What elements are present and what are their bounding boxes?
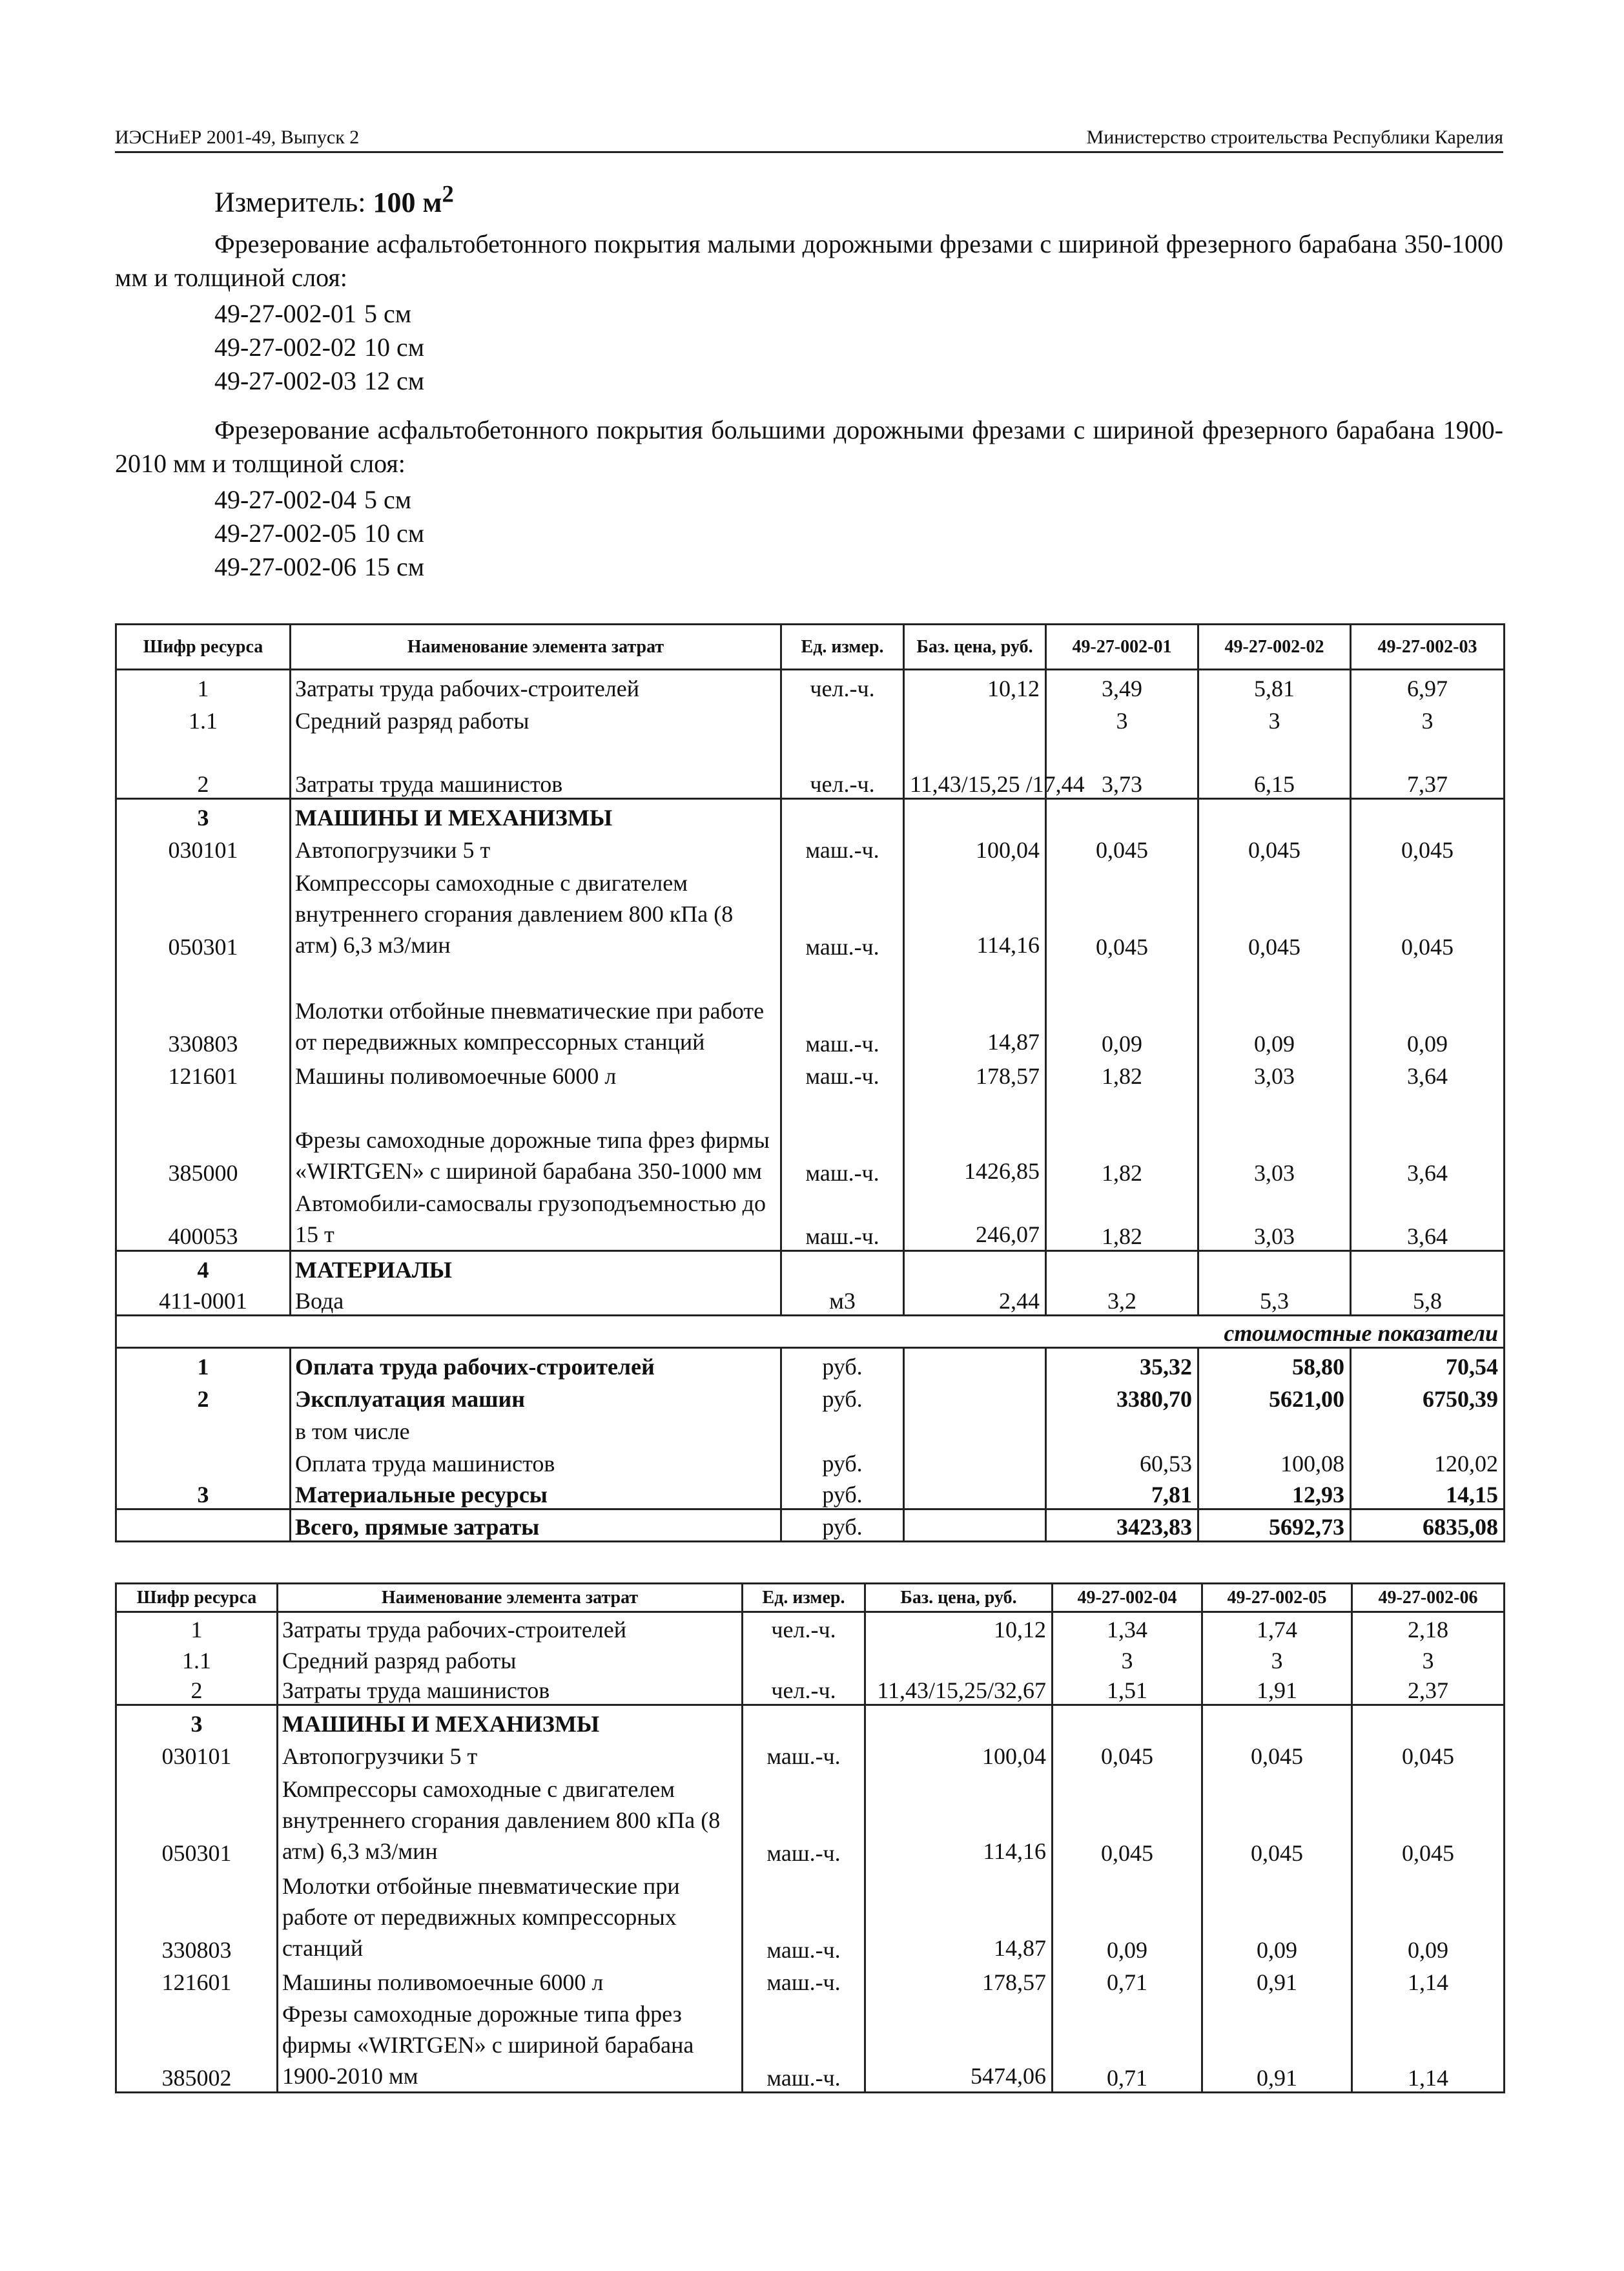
table-row (116, 960, 1505, 1057)
cell-value: 5,3 (1198, 1283, 1351, 1316)
cell-unit: маш.-ч. (781, 1057, 904, 1090)
cell-price (904, 1348, 1046, 1380)
cell-price: 114,16 (904, 864, 1046, 960)
cell-name: Затраты труда рабочих-строителей (278, 1612, 743, 1643)
cell-price: 178,57 (865, 1964, 1053, 1996)
code-item: 49-27-002-01 5 см (214, 299, 412, 328)
cell-value: 0,09 (1202, 1867, 1352, 1964)
cell-name: Вода (291, 1283, 781, 1316)
cell-unit: чел.-ч. (743, 1674, 865, 1705)
cell-value: 12,93 (1198, 1477, 1351, 1509)
cell-code: 2 (116, 1674, 278, 1705)
cell-unit: маш.-ч. (743, 1996, 865, 2093)
cell-value: 0,045 (1198, 831, 1351, 864)
cell-code: 1 (116, 1612, 278, 1643)
cell-price (904, 702, 1046, 734)
cell-name: Автопогрузчики 5 т (278, 1737, 743, 1770)
cell-name: Молотки отбойные пневматические при работе от передвижных компрессорных станций (278, 1867, 743, 1964)
cell-value: 3380,70 (1046, 1380, 1198, 1413)
cell-price: 11,43/15,25/32,67 (865, 1674, 1053, 1705)
cell-value: 3 (1046, 702, 1198, 734)
cell-name: МАШИНЫ И МЕХАНИЗМЫ (291, 799, 781, 831)
cell-code: 385000 (116, 1090, 291, 1187)
table-row (116, 1283, 1505, 1316)
cell-price (904, 1477, 1046, 1509)
cell-value (1046, 799, 1198, 831)
cell-unit (781, 702, 904, 734)
cell-value: 3,49 (1046, 670, 1198, 702)
cell-price: 14,87 (904, 960, 1046, 1057)
table-header-row (116, 625, 1505, 670)
cell-unit: руб. (781, 1348, 904, 1380)
col-header: Наименование элемента затрат (278, 1584, 743, 1612)
cell-code: 2 (116, 1380, 291, 1413)
cost-section-title: стоимостные показатели (116, 1316, 1505, 1348)
cell-code (116, 1445, 291, 1477)
cell-value: 3,2 (1046, 1283, 1198, 1316)
col-header: Шифр ресурса (116, 625, 291, 670)
col-header: 49-27-002-04 (1053, 1584, 1202, 1612)
cell-code: 1.1 (116, 1643, 278, 1674)
group2-codes (214, 483, 424, 584)
cell-code: 2 (116, 734, 291, 799)
cell-code: 3 (116, 1705, 278, 1737)
cell-value (1198, 799, 1351, 831)
header-right: Министерство строительства Республики Карелия (1086, 127, 1503, 148)
cell-name: Машины поливомоечные 6000 л (278, 1964, 743, 1996)
cell-unit (781, 1251, 904, 1283)
cell-price: 11,43/15,25 /17,44 (904, 734, 1046, 799)
cell-value: 0,045 (1046, 831, 1198, 864)
cell-value: 0,09 (1198, 960, 1351, 1057)
cell-code: 1 (116, 670, 291, 702)
table-row (116, 1187, 1505, 1251)
cell-price: 10,12 (904, 670, 1046, 702)
cell-value: 3 (1202, 1643, 1352, 1674)
cell-price: 10,12 (865, 1612, 1053, 1643)
cell-value: 0,045 (1053, 1737, 1202, 1770)
cell-value: 35,32 (1046, 1348, 1198, 1380)
cell-value (1046, 1413, 1198, 1445)
cell-name: в том числе (291, 1413, 781, 1445)
cell-name: Компрессоры самоходные с двигателем внутреннего сгорания давлением 800 кПа (8 атм) 6,3 м3/мин (278, 1770, 743, 1867)
cell-code: 1.1 (116, 702, 291, 734)
code-item: 49-27-002-04 5 см (214, 485, 412, 514)
cell-code: 385002 (116, 1996, 278, 2093)
table-row (116, 702, 1505, 734)
cell-value: 0,045 (1352, 1737, 1505, 1770)
cell-value: 7,81 (1046, 1477, 1198, 1509)
cost-row (116, 1477, 1505, 1509)
table-row (116, 1057, 1505, 1090)
cell-name: Материальные ресурсы (291, 1477, 781, 1509)
cell-name: Оплата труда машинистов (291, 1445, 781, 1477)
cell-unit: руб. (781, 1380, 904, 1413)
table-row (116, 864, 1505, 960)
code-item: 49-27-002-05 10 см (214, 519, 425, 548)
cell-value: 120,02 (1351, 1445, 1505, 1477)
cell-value: 0,71 (1053, 1964, 1202, 1996)
cell-value: 3 (1351, 702, 1505, 734)
cell-value: 3,64 (1351, 1090, 1505, 1187)
cell-value: 6,97 (1351, 670, 1505, 702)
col-header: Наименование элемента затрат (291, 625, 781, 670)
cell-unit: маш.-ч. (743, 1964, 865, 1996)
cell-unit (781, 799, 904, 831)
col-header: 49-27-002-03 (1351, 625, 1505, 670)
cell-value: 0,045 (1352, 1770, 1505, 1867)
cell-unit: руб. (781, 1445, 904, 1477)
cell-unit: маш.-ч. (781, 831, 904, 864)
cell-value: 1,82 (1046, 1090, 1198, 1187)
cell-code: 3 (116, 1477, 291, 1509)
table-row (116, 1251, 1505, 1283)
cell-price: 5474,06 (865, 1996, 1053, 2093)
cell-code (116, 1509, 291, 1542)
cost-row (116, 1413, 1505, 1445)
cell-name: Автомобили-самосвалы грузоподъемностью до 15 т (291, 1187, 781, 1251)
cell-unit: маш.-ч. (781, 1187, 904, 1251)
resource-table-1 (115, 623, 1505, 1542)
cell-name: МАШИНЫ И МЕХАНИЗМЫ (278, 1705, 743, 1737)
col-header: 49-27-002-06 (1352, 1584, 1505, 1612)
cell-value: 0,91 (1202, 1964, 1352, 1996)
cell-price: 1426,85 (904, 1090, 1046, 1187)
cell-value: 5,8 (1351, 1283, 1505, 1316)
col-header: Ед. измер. (743, 1584, 865, 1612)
cost-row (116, 1348, 1505, 1380)
cell-price: 114,16 (865, 1770, 1053, 1867)
cell-unit: маш.-ч. (781, 1090, 904, 1187)
cell-code: 121601 (116, 1964, 278, 1996)
cell-value: 3,64 (1351, 1057, 1505, 1090)
cell-unit: м3 (781, 1283, 904, 1316)
cell-value: 0,09 (1053, 1867, 1202, 1964)
cell-price (865, 1643, 1053, 1674)
cell-value: 6,15 (1198, 734, 1351, 799)
cell-value: 6835,08 (1351, 1509, 1505, 1542)
cell-code: 3 (116, 799, 291, 831)
cell-name: Затраты труда машинистов (278, 1674, 743, 1705)
cell-value: 0,045 (1198, 864, 1351, 960)
cell-unit: чел.-ч. (743, 1612, 865, 1643)
table-row (116, 1705, 1505, 1737)
table-row (116, 1867, 1505, 1964)
table-row (116, 734, 1505, 799)
cell-unit: руб. (781, 1477, 904, 1509)
cell-value (1351, 1413, 1505, 1445)
cell-value: 3 (1352, 1643, 1505, 1674)
table-header-row (116, 1584, 1505, 1612)
cell-value: 1,34 (1053, 1612, 1202, 1643)
cell-code: 121601 (116, 1057, 291, 1090)
cell-price (904, 799, 1046, 831)
table-row (116, 1737, 1505, 1770)
cell-value (1351, 799, 1505, 831)
cost-row (116, 1380, 1505, 1413)
cell-name: Средний разряд работы (278, 1643, 743, 1674)
cell-value: 3,64 (1351, 1187, 1505, 1251)
cost-row (116, 1445, 1505, 1477)
cell-name: Машины поливомоечные 6000 л (291, 1057, 781, 1090)
cell-value (1053, 1705, 1202, 1737)
cell-value: 0,045 (1053, 1770, 1202, 1867)
measure-value: 100 $м^2$ (373, 180, 454, 218)
table-row (116, 1090, 1505, 1187)
cell-value: 5621,00 (1198, 1380, 1351, 1413)
table-row (116, 1770, 1505, 1867)
cell-price (904, 1380, 1046, 1413)
cell-name: Молотки отбойные пневматические при работе от передвижных компрессорных станций (291, 960, 781, 1057)
col-header: 49-27-002-01 (1046, 625, 1198, 670)
cell-value (1046, 1251, 1198, 1283)
cell-code: 030101 (116, 831, 291, 864)
group2-description: Фрезерование асфальтобетонного покрытия большими дорожными фрезами с шириной фрезерного барабана 1900-2010 мм и толщиной слоя: (115, 415, 1503, 478)
cell-value: 1,14 (1352, 1996, 1505, 2093)
table-row (116, 831, 1505, 864)
cost-title-row (116, 1316, 1505, 1348)
group1-description: Фрезерование асфальтобетонного покрытия малыми дорожными фрезами с шириной фрезерного барабана 350-1000 мм и толщиной слоя: (115, 229, 1503, 292)
cell-unit: чел.-ч. (781, 670, 904, 702)
cell-value: 2,18 (1352, 1612, 1505, 1643)
group1-codes (214, 297, 424, 398)
cell-code: 400053 (116, 1187, 291, 1251)
cell-unit: маш.-ч. (743, 1737, 865, 1770)
cell-value: 2,37 (1352, 1674, 1505, 1705)
table-row (116, 1643, 1505, 1674)
cell-value: 1,82 (1046, 1187, 1198, 1251)
cell-code: 330803 (116, 960, 291, 1057)
cell-value: 0,91 (1202, 1996, 1352, 2093)
cell-price (904, 1509, 1046, 1542)
cell-name: Всего, прямые затраты (291, 1509, 781, 1542)
cell-value (1198, 1251, 1351, 1283)
cell-code: 1 (116, 1348, 291, 1380)
cell-value: 3423,83 (1046, 1509, 1198, 1542)
cell-unit: маш.-ч. (781, 864, 904, 960)
cell-unit (743, 1705, 865, 1737)
cell-name: Затраты труда рабочих-строителей (291, 670, 781, 702)
cell-unit: маш.-ч. (781, 960, 904, 1057)
cell-value: 0,09 (1351, 960, 1505, 1057)
cell-value: 3,03 (1198, 1187, 1351, 1251)
cell-value: 3,03 (1198, 1057, 1351, 1090)
cell-price (904, 1445, 1046, 1477)
cell-name: Фрезы самоходные дорожные типа фрез фирмы «WIRTGEN» с шириной барабана 350-1000 мм (291, 1090, 781, 1187)
cell-value: 0,045 (1202, 1737, 1352, 1770)
col-header: Ед. измер. (781, 625, 904, 670)
page-header (115, 121, 1503, 153)
cell-code: 411-0001 (116, 1283, 291, 1316)
cell-name: Компрессоры самоходные с двигателем внутреннего сгорания давлением 800 кПа (8 атм) 6,3 м3/мин (291, 864, 781, 960)
cell-value: 3 (1053, 1643, 1202, 1674)
cell-name: Автопогрузчики 5 т (291, 831, 781, 864)
cell-name: Средний разряд работы (291, 702, 781, 734)
cell-unit: руб. (781, 1509, 904, 1542)
cell-price: 100,04 (904, 831, 1046, 864)
cell-value: 1,82 (1046, 1057, 1198, 1090)
cell-value (1351, 1251, 1505, 1283)
cell-unit: маш.-ч. (743, 1770, 865, 1867)
cell-value: 7,37 (1351, 734, 1505, 799)
cell-value: 6750,39 (1351, 1380, 1505, 1413)
cell-value: 0,09 (1352, 1867, 1505, 1964)
cost-row (116, 1509, 1505, 1542)
cell-code: 030101 (116, 1737, 278, 1770)
cell-value: 0,71 (1053, 1996, 1202, 2093)
cell-name: Оплата труда рабочих-строителей (291, 1348, 781, 1380)
cell-value: 3,73 (1046, 734, 1198, 799)
col-header: 49-27-002-02 (1198, 625, 1351, 670)
cell-name: МАТЕРИАЛЫ (291, 1251, 781, 1283)
cell-code: 4 (116, 1251, 291, 1283)
measure-unit (214, 180, 454, 219)
cell-name: Затраты труда машинистов (291, 734, 781, 799)
cell-value (1352, 1705, 1505, 1737)
cell-unit (781, 1413, 904, 1445)
cell-price: 2,44 (904, 1283, 1046, 1316)
cell-name: Эксплуатация машин (291, 1380, 781, 1413)
cell-price (904, 1413, 1046, 1445)
cell-value: 60,53 (1046, 1445, 1198, 1477)
cell-value: 14,15 (1351, 1477, 1505, 1509)
cell-unit: чел.-ч. (781, 734, 904, 799)
cell-unit: маш.-ч. (743, 1867, 865, 1964)
cell-value: 70,54 (1351, 1348, 1505, 1380)
cell-value: 0,045 (1351, 864, 1505, 960)
cell-value: 1,74 (1202, 1612, 1352, 1643)
cell-value: 3 (1198, 702, 1351, 734)
col-header: Шифр ресурса (116, 1584, 278, 1612)
cell-value: 1,14 (1352, 1964, 1505, 1996)
cell-price: 246,07 (904, 1187, 1046, 1251)
code-item: 49-27-002-02 10 см (214, 333, 425, 362)
table-row (116, 799, 1505, 831)
cell-value (1202, 1705, 1352, 1737)
cell-price: 14,87 (865, 1867, 1053, 1964)
cell-name: Фрезы самоходные дорожные типа фрез фирмы «WIRTGEN» с шириной барабана 1900-2010 мм (278, 1996, 743, 2093)
cell-code: 050301 (116, 864, 291, 960)
table-row (116, 1996, 1505, 2093)
col-header: Баз. цена, руб. (865, 1584, 1053, 1612)
col-header: Баз. цена, руб. (904, 625, 1046, 670)
cell-value: 0,045 (1351, 831, 1505, 864)
cell-value: 5,81 (1198, 670, 1351, 702)
col-header: 49-27-002-05 (1202, 1584, 1352, 1612)
cell-price: 178,57 (904, 1057, 1046, 1090)
cell-code: 050301 (116, 1770, 278, 1867)
cell-code (116, 1413, 291, 1445)
cell-value: 0,09 (1046, 960, 1198, 1057)
table-row (116, 1674, 1505, 1705)
cell-value: 58,80 (1198, 1348, 1351, 1380)
cell-value: 100,08 (1198, 1445, 1351, 1477)
cell-value (1198, 1413, 1351, 1445)
cell-value: 0,045 (1202, 1770, 1352, 1867)
cell-price: 100,04 (865, 1737, 1053, 1770)
cell-value: 0,045 (1046, 864, 1198, 960)
cell-value: 5692,73 (1198, 1509, 1351, 1542)
cell-value: 3,03 (1198, 1090, 1351, 1187)
cell-value: 1,51 (1053, 1674, 1202, 1705)
code-item: 49-27-002-03 12 см (214, 366, 425, 395)
table-row (116, 1964, 1505, 1996)
cell-price (865, 1705, 1053, 1737)
measure-label: Измеритель: (214, 186, 366, 218)
cell-code: 330803 (116, 1867, 278, 1964)
cell-price (904, 1251, 1046, 1283)
cell-unit (743, 1643, 865, 1674)
table-row (116, 1612, 1505, 1643)
cell-value: 1,91 (1202, 1674, 1352, 1705)
code-item: 49-27-002-06 15 см (214, 552, 425, 581)
table-row (116, 670, 1505, 702)
resource-table-2 (115, 1582, 1505, 2093)
header-left: ИЭСНиЕР 2001-49, Выпуск 2 (115, 127, 360, 148)
